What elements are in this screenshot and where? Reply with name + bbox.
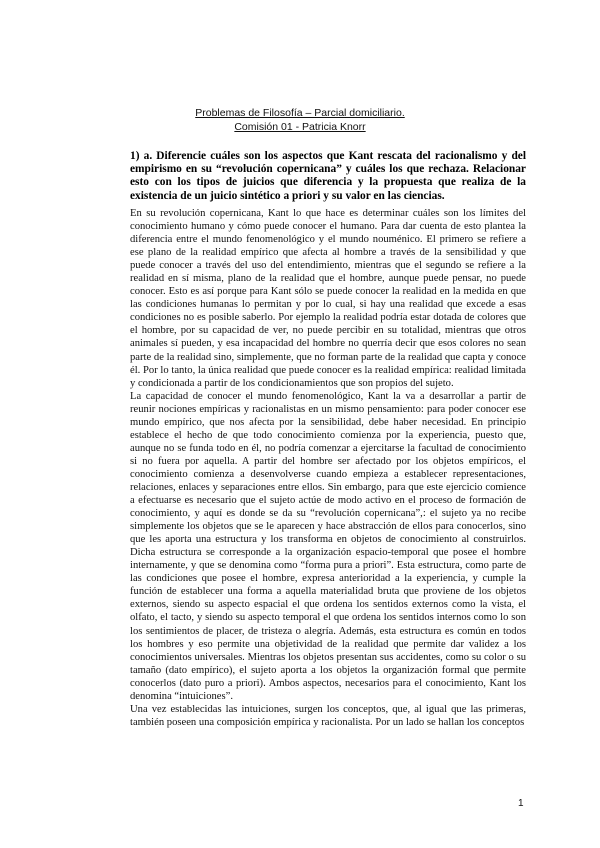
paragraph: En su revolución copernicana, Kant lo que hace es determinar cuáles son los límites del conocimiento humano y cómo puede conocer el humano. Para dar cuenta de esto plantea la diferencia entre el mundo fenomenológico y el mundo nouménico. El primero se refiere a ese plano de la realidad empírico que afecta al hombre a través de la sensibilidad y que puede conocer a través del uso del entendimiento, mientras que el segundo se refiere a la realidad en sí misma, plano de la realidad que el hombre, aunque puede pensar, no puede conocer. Esto es así porque para Kant sólo se puede conocer la realidad en la medida en que las condiciones humanas lo permitan y por lo cual, si hay una realidad que excede a esas condiciones no es posible saberlo. Por ejemplo la realidad podría estar dotada de colores que el hombre, por su capacidad de ver, no puede percibir en su totalidad, mientras que otros animales sí pueden, y esa incapacidad del hombre no querría decir que esos colores no sean parte de la realidad sino, simplemente, que no forman parte de la realidad que capta y conoce él. Por lo tanto, la única realidad que puede conocer es la realidad empírica: realidad limitada y condicionada a partir de los condicionamientos que son propios del sujeto.: [130, 208, 526, 389]
header-title: Problemas de Filosofía – Parcial domiciliario.: [195, 107, 405, 119]
page-number: 1: [518, 798, 524, 809]
paragraph: La capacidad de conocer el mundo fenomenológico, Kant la va a desarrollar a partir de reunir nociones empíricas y racionalistas en un mismo pensamiento: para poder conocer ese mundo empírico, que nos afecta por la sensibilidad, debe haber necesidad. En principio establece el hecho de que todo conocimiento comienza por la experiencia, puesto que, aunque no se funda todo en él, no podría comenzar a ejercitarse la facultad de conocimiento si no fuera por aquella. A partir del hombre ser afectado por los objetos empíricos, el conocimiento comienza a desenvolverse cuando empieza a establecer representaciones, relaciones, enlaces y separaciones entre ellos. Sin embargo, para que este ejercicio comience a efectuarse es necesario que el sujeto actúe de modo activo en el proceso de formación de conocimiento, y aquí es donde se da su “revolución copernicana”,: el sujeto ya no recibe simplemente los objetos que se le aparecen y hace abstracción de ellos para conocerlos, sino que les aporta una estructura y los transforma en objetos de conocimiento al construirlos. Dicha estructura se corresponde a la organización espacio-temporal que posee el hombre internamente, y que se denomina como “forma pura a priori”. Esta estructura, como parte de las condiciones que posee el hombre, expresa anterioridad a la experiencia, y cumple la función de establecer una forma a aquella materialidad bruta que proviene de los objetos externos, siendo su aspecto espacial el que ordena los sentidos externos como la vista, el olfato, el tacto, y siendo su aspecto temporal el que ordena los sentidos internos como lo son los sentimientos de placer, de tristeza o alegría. Además, esta estructura es común en todos los hombres y eso permite una objetividad de la realidad que permite dar validez a los conocimientos universales. Mientras los objetos presentan sus accidentes, como su color o su tamaño (dato empírico), el sujeto aporta a los objetos la organización formal que permite conocerlos (dato puro a priori). Ambos aspectos, necesarios para el conocimiento, Kant los denomina “intuiciones”.: [130, 390, 526, 702]
header-subtitle: Comisión 01 - Patricia Knorr: [234, 121, 366, 133]
paragraph: Una vez establecidas las intuiciones, surgen los conceptos, que, al igual que las primeras, también poseen una composición empírica y racionalista. Por un lado se hallan los conceptos: [130, 703, 526, 728]
question-text: 1) a. Diferencie cuáles son los aspectos que Kant rescata del racionalismo y del empirismo en su “revolución copernicana” y cuáles los que rechaza. Relacionar esto con los tipos de juicios que diferencia y la propuesta que realiza de la existencia de un juicio sintético a priori y su valor en las ciencias.: [130, 150, 526, 202]
answer-body: [130, 207, 526, 729]
